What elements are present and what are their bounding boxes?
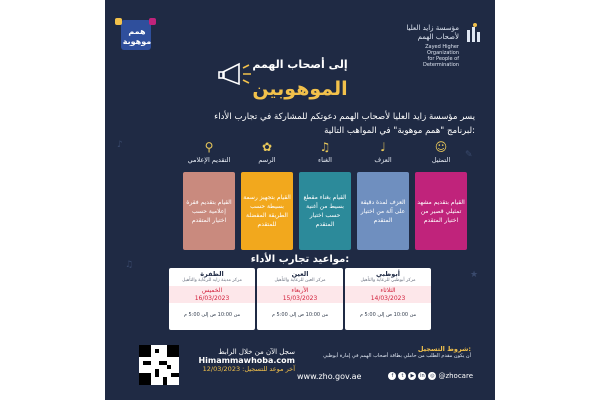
- poster-panel: [105, 0, 495, 400]
- registration-conditions: [321, 345, 471, 360]
- city-name: العين: [291, 270, 309, 278]
- conditions-title: شروط التسجيل:: [417, 345, 471, 353]
- city-name: أبوظبي: [375, 270, 401, 278]
- register-link[interactable]: Himammawhoba.com: [198, 356, 295, 365]
- facebook-icon[interactable]: f: [388, 372, 396, 380]
- intro-text: [125, 110, 475, 138]
- city-center: مركز العين للرعاية والتأهيل: [274, 278, 326, 283]
- mask-icon: ☺: [434, 140, 448, 154]
- city-date: 16/03/2023: [194, 295, 230, 302]
- city-day: [169, 286, 255, 303]
- microphone-icon: ⚲: [204, 140, 214, 154]
- category-media: [183, 140, 235, 164]
- registration-cta: [185, 348, 295, 373]
- zho-logo: [395, 22, 485, 68]
- category-card-acting: القيام بتقديم مشهد تمثيلي قصير من اختيار المتقدم: [415, 172, 467, 250]
- zho-mark-icon: [463, 22, 485, 44]
- city-card-abudhabi: [345, 268, 431, 330]
- title-line2: الموهوبين: [252, 78, 348, 100]
- title-line1: إلى أصحاب الهمم: [252, 58, 348, 71]
- category-card-playing: العزف لمدة دقيقة على آلة من اختيار المتقدم: [357, 172, 409, 250]
- city-day-name: الثلاثاء: [380, 287, 396, 294]
- city-center: مركز أبوظبي للرعاية والتأهيل: [360, 278, 416, 283]
- city-time: من 10:00 ص إلى 5:00 م: [359, 312, 417, 318]
- category-card-drawing: القيام بتجهيز رسمة بسيطة حسب الطريقة المفضلة للمتقدم: [241, 172, 293, 250]
- city-day-name: الخميس: [201, 287, 223, 294]
- youtube-icon[interactable]: ▶: [408, 372, 416, 380]
- brand-text: همم موهوبة: [122, 27, 152, 46]
- category-label: التقديم الإعلامي: [187, 156, 231, 164]
- city-time: من 10:00 ص إلى 5:00 م: [271, 312, 329, 318]
- city-day-name: الأربعاء: [291, 287, 309, 294]
- music-note-icon: ♫: [319, 140, 331, 154]
- category-drawing: [241, 140, 293, 164]
- city-name: الظفرة: [200, 270, 224, 278]
- category-label: العزف: [374, 156, 392, 164]
- register-label: سجل الآن من خلال الرابط: [218, 348, 295, 356]
- category-playing: [357, 140, 409, 164]
- org-name-en: Zayed Higher Organization for People of Determination: [422, 44, 459, 68]
- city-center: مركز مدينة زايد للرعاية والتأهيل: [182, 278, 242, 283]
- city-time: من 10:00 ص إلى 5:00 م: [183, 312, 241, 318]
- category-label: الغناء: [318, 156, 332, 164]
- org-name-ar: مؤسسة زايد العليا لأصحاب الهمم: [406, 24, 459, 41]
- logo-dot: [149, 18, 156, 25]
- city-date: 15/03/2023: [282, 295, 318, 302]
- website-link[interactable]: www.zho.gov.ae: [297, 372, 362, 381]
- category-label: التمثيل: [431, 156, 451, 164]
- twitter-icon[interactable]: t: [398, 372, 406, 380]
- logo-dot: [115, 18, 122, 25]
- qr-code[interactable]: [139, 345, 179, 385]
- doodle-icon: ✎: [465, 150, 473, 160]
- instagram-icon[interactable]: ◎: [430, 373, 435, 379]
- city-day: [345, 286, 431, 303]
- guitar-icon: ♩: [380, 140, 386, 154]
- category-acting: [415, 140, 467, 164]
- doodle-icon: ♫: [125, 260, 134, 270]
- schedule-title: مواعيد تجارب الأداء:: [250, 254, 350, 265]
- doodle-icon: ♪: [117, 140, 123, 150]
- register-deadline: آخر موعد للتسجيل: 12/03/2023: [202, 365, 295, 373]
- palette-icon: ✿: [261, 140, 273, 154]
- handle-text[interactable]: @zhocare: [438, 372, 473, 380]
- category-singing: [299, 140, 351, 164]
- city-card-alain: [257, 268, 343, 330]
- category-label: الرسم: [258, 156, 276, 164]
- city-date: 14/03/2023: [370, 295, 406, 302]
- category-card-singing: القيام بغناء مقطع بسيط من أغنية حسب اختيار المتقدم: [299, 172, 351, 250]
- intro-line1: يسر مؤسسة زايد العليا لأصحاب الهمم دعوتكم للمشاركة في تجارب الأداء: [214, 112, 475, 122]
- category-card-media: القيام بتقديم فقرة إعلامية حسب اختيار المتقدم: [183, 172, 235, 250]
- social-handle: [388, 372, 473, 380]
- intro-line2: لبرنامج "همم موهوبة" في المواهب التالية:: [324, 126, 475, 136]
- city-card-aldhafra: [169, 268, 255, 330]
- linkedin-icon[interactable]: in: [420, 373, 425, 379]
- city-day: [257, 286, 343, 303]
- doodle-icon: ★: [470, 270, 479, 280]
- conditions-text: أن يكون مقدم الطلب من حاملي بطاقة أصحاب الهمم في إمارة أبوظبي: [323, 353, 471, 359]
- himam-mawhoba-logo: [115, 18, 159, 62]
